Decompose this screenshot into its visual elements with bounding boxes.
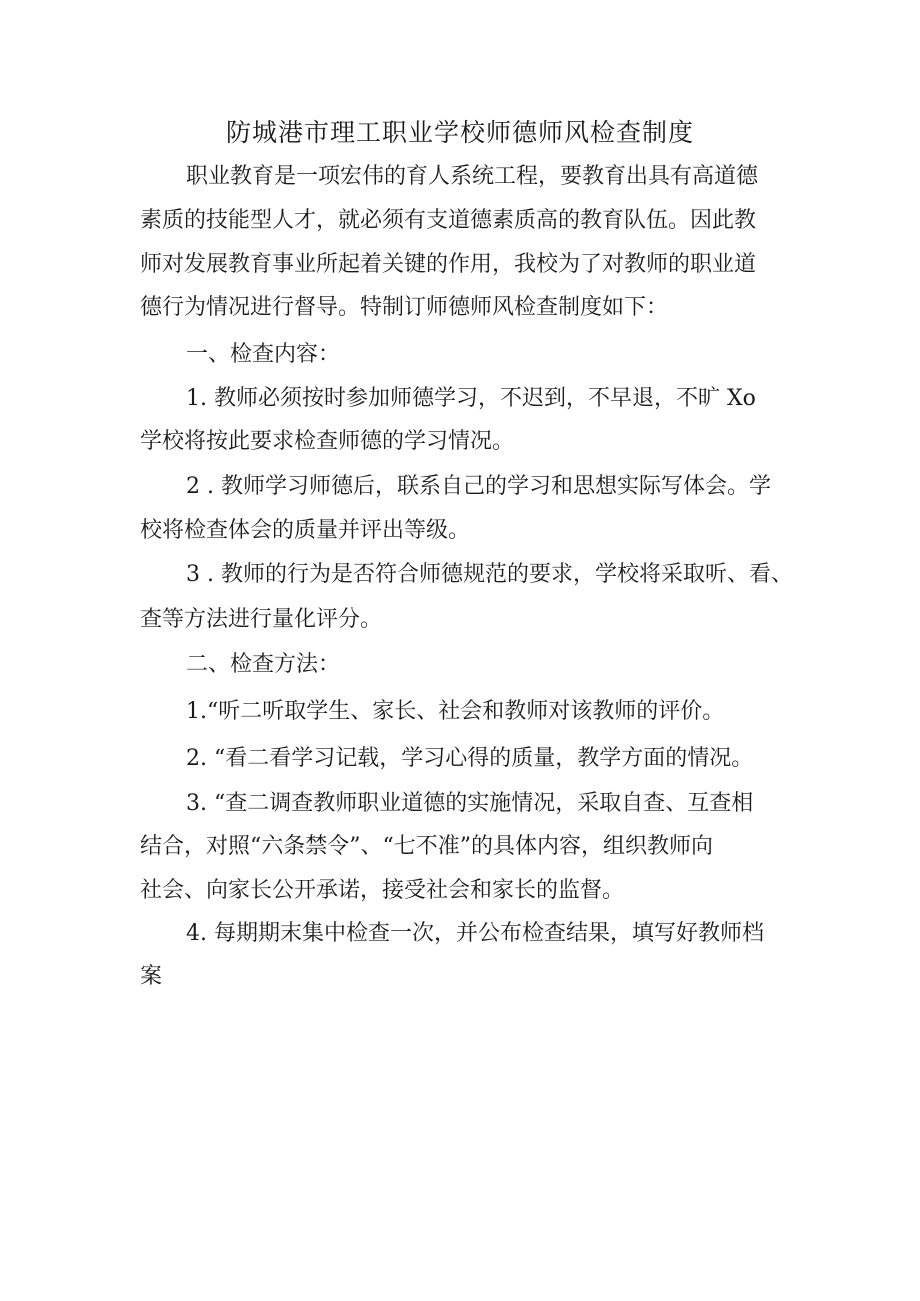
list-item-line: 3 . 教师的行为是否符合师德规范的要求，学校将采取听、看、 <box>186 562 793 587</box>
section-heading: 一、检查内容： <box>186 342 341 367</box>
paragraph-line: 师对发展教育事业所起着关键的作用，我校为了对教师的职业道 <box>140 252 757 277</box>
list-item-line: 校将检查体会的质量并评出等级。 <box>140 518 471 543</box>
paragraph-line: 德行为情况进行督导。特制订师德师风检查制度如下： <box>140 295 669 320</box>
list-item-line: 2. “看二看学习记载，学习心得的质量，教学方面的情况。 <box>186 746 754 771</box>
list-item-line: 2 . 教师学习师德后，联系自己的学习和思想实际写体会。学 <box>186 474 771 499</box>
section-heading: 二、检查方法： <box>186 652 341 677</box>
list-item-line: 4. 每期期末集中检查一次，并公布检查结果，填写好教师档 <box>186 921 764 946</box>
paragraph-line: 职业教育是一项宏伟的育人系统工程，要教育出具有高道德 <box>186 164 759 189</box>
list-item-line: 学校将按此要求检查师德的学习情况。 <box>140 429 515 454</box>
list-item-line: 1.“听二听取学生、家长、社会和教师对该教师的评价。 <box>186 699 725 724</box>
list-item-line: 3. “查二调查教师职业道德的实施情况，采取自查、互查相 <box>186 791 754 816</box>
list-item-line: 1. 教师必须按时参加师德学习，不迟到，不早退，不旷 Xo <box>186 386 756 411</box>
list-item-line: 查等方法进行量化评分。 <box>140 607 383 632</box>
document-title: 防城港市理工职业学校师德师风检查制度 <box>225 118 694 147</box>
list-item-line: 社会、向家长公开承诺，接受社会和家长的监督。 <box>140 878 625 903</box>
list-item-line: 案 <box>140 964 163 989</box>
paragraph-line: 素质的技能型人才，就必须有支道德素质高的教育队伍。因此教 <box>140 208 757 233</box>
list-item-line: 结合，对照“六条禁令”、“七不准”的具体内容，组织教师向 <box>140 834 713 859</box>
